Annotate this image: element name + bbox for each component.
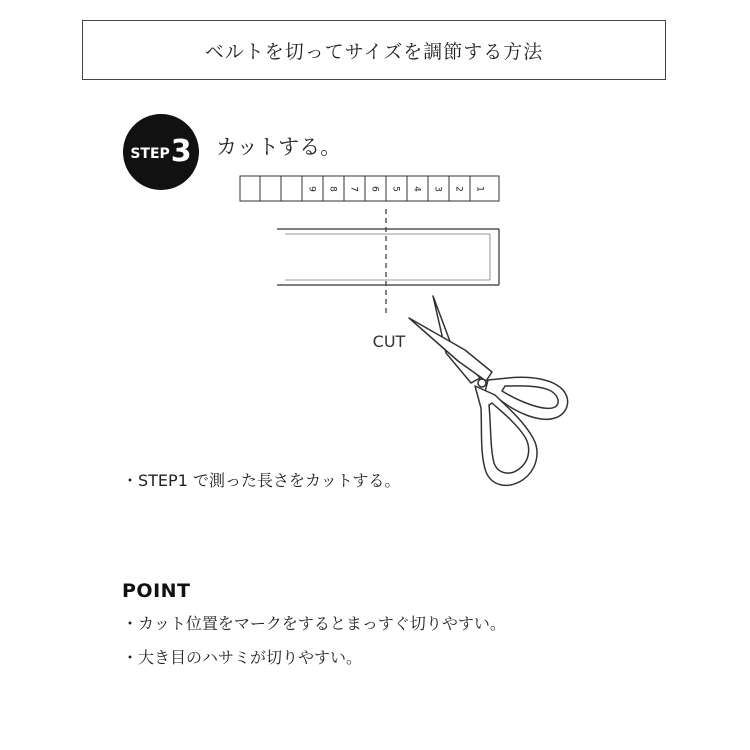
scissors-icon <box>409 296 568 485</box>
step-badge-number: 3 <box>170 134 192 169</box>
tape-label-1: 1 <box>474 186 485 192</box>
tape-label-7: 7 <box>348 186 359 192</box>
tape-label-8: 8 <box>327 186 338 192</box>
belt-strap <box>277 229 499 285</box>
scissors-blade-lower <box>409 318 492 381</box>
instruction-text: ・STEP1 で測った長さをカットする。 <box>122 471 401 490</box>
measuring-tape <box>240 176 499 201</box>
scissors-pivot <box>478 379 486 387</box>
point-item-1: ・カット位置をマークをするとまっすぐ切りやすい。 <box>122 614 506 633</box>
tape-label-3: 3 <box>432 186 443 192</box>
point-item-2: ・大き目のハサミが切りやすい。 <box>122 648 363 667</box>
step-badge-word: STEP <box>130 146 170 162</box>
tape-label-9: 9 <box>306 186 317 192</box>
tape-label-6: 6 <box>369 186 380 192</box>
cut-label: CUT <box>372 332 406 351</box>
tape-label-4: 4 <box>411 186 422 192</box>
tape-label-5: 5 <box>390 186 401 192</box>
step-heading: カットする。 <box>216 135 342 159</box>
page-title-text: ベルトを切ってサイズを調節する方法 <box>204 40 544 63</box>
point-title: POINT <box>122 580 191 602</box>
tape-label-2: 2 <box>453 186 464 192</box>
